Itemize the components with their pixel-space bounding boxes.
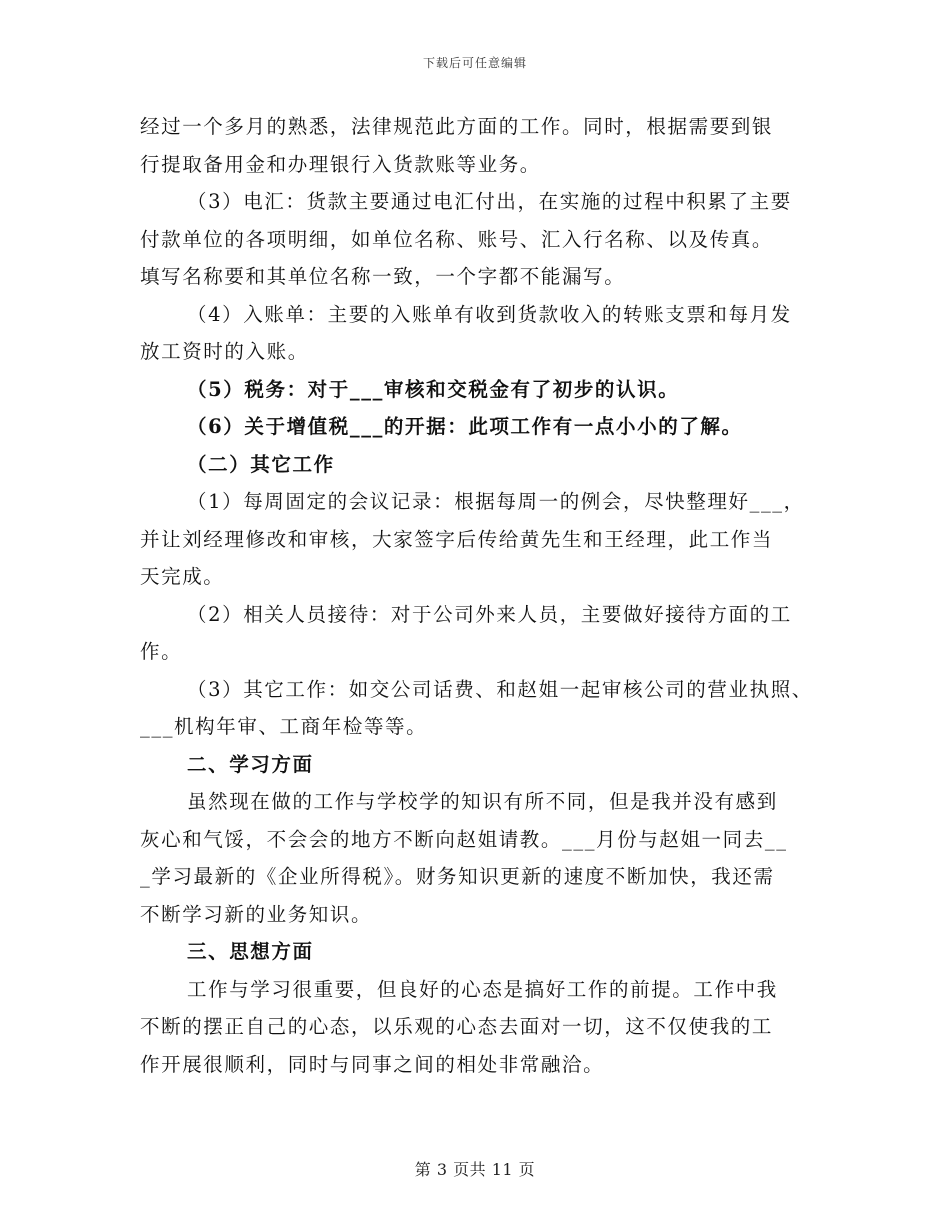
text-line: 经过一个多月的熟悉，法律规范此方面的工作。同时，根据需要到银 xyxy=(140,115,774,138)
text-line: 工作与学习很重要，但良好的心态是搞好工作的前提。工作中我 xyxy=(187,977,778,1001)
text-line: 填写名称要和其单位名称一致，一个字都不能漏写。 xyxy=(140,265,626,288)
text-line: 灰心和气馁，不会会的地方不断向赵姐请教。___月份与赵姐一同去__ xyxy=(140,827,788,851)
text-line: 二、学习方面 xyxy=(187,752,314,776)
text-line: 付款单位的各项明细，如单位名称、账号、汇入行名称、以及传真。 xyxy=(140,227,774,251)
text-line: 三、思想方面 xyxy=(187,940,314,963)
text-line: 行提取备用金和办理银行入货款账等业务。 xyxy=(140,152,541,176)
text-line: （2）相关人员接待：对于公司外来人员，主要做好接待方面的工 xyxy=(187,602,792,626)
text-line: （二）其它工作 xyxy=(187,452,335,476)
text-line: ___机构年审、工商年检等等。 xyxy=(140,715,428,738)
page-footer: 第 3 页共 11 页 xyxy=(414,1160,536,1179)
text-line: 不断学习新的业务知识。 xyxy=(140,902,373,926)
text-line: 不断的摆正自己的心态，以乐观的心态去面对一切，这不仅使我的工 xyxy=(140,1015,774,1038)
text-line: （4）入账单：主要的入账单有收到货款收入的转账支票和每月发 xyxy=(187,302,792,326)
text-line: （3）其它工作：如交公司话费、和赵姐一起审核公司的营业执照、 xyxy=(187,677,813,701)
text-line: _学习最新的《企业所得税》。财务知识更新的速度不断加快，我还需 xyxy=(140,865,775,888)
text-line: （5）税务：对于___审核和交税金有了初步的认识。 xyxy=(187,377,680,401)
text-line: （3）电汇：货款主要通过电汇付出，在实施的过程中积累了主要 xyxy=(187,190,792,213)
text-line: 天完成。 xyxy=(140,565,225,588)
text-line: 作开展很顺利，同时与同事之间的相处非常融洽。 xyxy=(140,1052,605,1076)
text-line: 放工资时的入账。 xyxy=(140,340,309,363)
document-body xyxy=(140,108,820,1083)
text-line: 作。 xyxy=(140,640,183,663)
text-line: （6）关于增值税___的开据：此项工作有一点小小的了解。 xyxy=(187,415,743,438)
text-line: 虽然现在做的工作与学校学的知识有所不同，但是我并没有感到 xyxy=(187,790,778,813)
page-header: 下载后可任意编辑 xyxy=(422,56,527,70)
text-line: （1）每周固定的会议记录：根据每周一的例会，尽快整理好___， xyxy=(187,490,805,513)
text-line: 并让刘经理修改和审核，大家签字后传给黄先生和王经理，此工作当 xyxy=(140,527,774,551)
